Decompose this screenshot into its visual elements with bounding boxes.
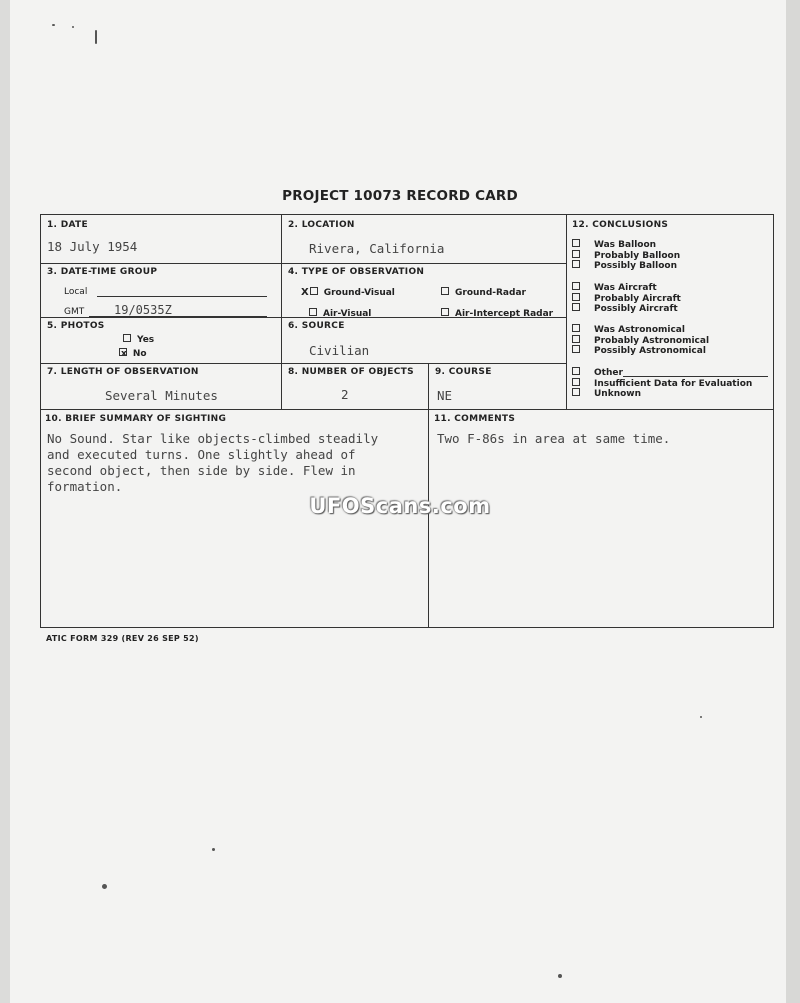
checkbox-icon	[572, 303, 580, 311]
conclusions-group-other: Other Insufficient Data for Evaluation Unknown	[572, 367, 752, 399]
photos-yes: Yes	[123, 334, 154, 345]
location-value: Rivera, California	[309, 241, 445, 256]
comments-label: 11. COMMENTS	[434, 414, 516, 424]
checkbox-icon	[572, 378, 580, 386]
course-value: NE	[437, 388, 453, 403]
checkbox-checked-icon	[310, 287, 318, 295]
course-label: 9. COURSE	[435, 367, 492, 377]
gmt-value: 19/0535Z	[114, 303, 172, 317]
checkbox-icon	[441, 308, 449, 316]
checkbox-icon	[123, 334, 131, 342]
summary-line: and executed turns. One slightly ahead of	[47, 447, 356, 462]
checkbox-icon	[572, 345, 580, 353]
watermark: UFOScans.com	[309, 494, 491, 518]
date-label: 1. DATE	[47, 220, 88, 230]
checkbox-icon	[572, 367, 580, 375]
type-of-observation-label: 4. TYPE OF OBSERVATION	[288, 267, 425, 277]
card-title: PROJECT 10073 RECORD CARD	[282, 188, 518, 204]
scan-speck	[212, 848, 215, 851]
length-of-observation-label: 7. LENGTH OF OBSERVATION	[47, 367, 199, 377]
number-of-objects-label: 8. NUMBER OF OBJECTS	[288, 367, 414, 377]
checkbox-icon	[572, 250, 580, 258]
location-label: 2. LOCATION	[288, 220, 355, 230]
record-card	[40, 214, 774, 628]
checkbox-checked-icon	[119, 348, 127, 356]
summary-line: No Sound. Star like objects-climbed steadily	[47, 431, 379, 446]
source-label: 6. SOURCE	[288, 321, 345, 331]
scan-speck	[102, 884, 107, 889]
scan-speck	[700, 716, 702, 718]
option-air-visual: Air-Visual	[309, 308, 371, 319]
conclusions-group-balloon: Was Balloon Probably Balloon Possibly Balloon	[572, 239, 680, 271]
scan-speck	[95, 30, 97, 44]
checkbox-icon	[572, 335, 580, 343]
conclusions-label: 12. CONCLUSIONS	[572, 220, 669, 230]
summary-text	[47, 431, 378, 495]
checkbox-icon	[441, 287, 449, 295]
checkbox-icon	[572, 260, 580, 268]
conclusions-group-aircraft: Was Aircraft Probably Aircraft Possibly Aircraft	[572, 282, 681, 314]
photos-label: 5. PHOTOS	[47, 321, 105, 331]
scan-speck	[52, 24, 55, 26]
summary-line: formation.	[47, 479, 123, 494]
number-of-objects-value: 2	[341, 387, 349, 402]
checkbox-icon	[572, 239, 580, 247]
checkbox-icon	[572, 293, 580, 301]
scan-speck	[72, 26, 74, 28]
length-of-observation-value: Several Minutes	[105, 388, 218, 403]
comments-value: Two F-86s in area at same time.	[437, 431, 671, 446]
checkbox-icon	[572, 388, 580, 396]
option-air-intercept-radar: Air-Intercept Radar	[441, 308, 553, 319]
checkbox-icon	[309, 308, 317, 316]
date-time-group-label: 3. DATE-TIME GROUP	[47, 267, 158, 277]
form-id: ATIC FORM 329 (REV 26 SEP 52)	[46, 634, 199, 643]
other-field-line	[623, 376, 768, 377]
conclusions-group-astronomical: Was Astronomical Probably Astronomical Possibly Astronomical	[572, 324, 709, 356]
summary-label: 10. BRIEF SUMMARY OF SIGHTING	[45, 414, 227, 424]
scan-speck	[558, 974, 562, 978]
summary-line: second object, then side by side. Flew in	[47, 463, 356, 478]
gmt-label: GMT	[64, 307, 85, 317]
local-time-label: Local	[64, 287, 88, 297]
checkbox-icon	[572, 282, 580, 290]
date-value: 18 July 1954	[47, 239, 138, 254]
checkbox-icon	[572, 324, 580, 332]
option-ground-visual: X Ground-Visual	[301, 287, 395, 298]
option-ground-radar: Ground-Radar	[441, 287, 526, 298]
source-value: Civilian	[309, 343, 370, 358]
photos-no: x No	[121, 348, 147, 359]
local-time-field	[97, 296, 267, 297]
